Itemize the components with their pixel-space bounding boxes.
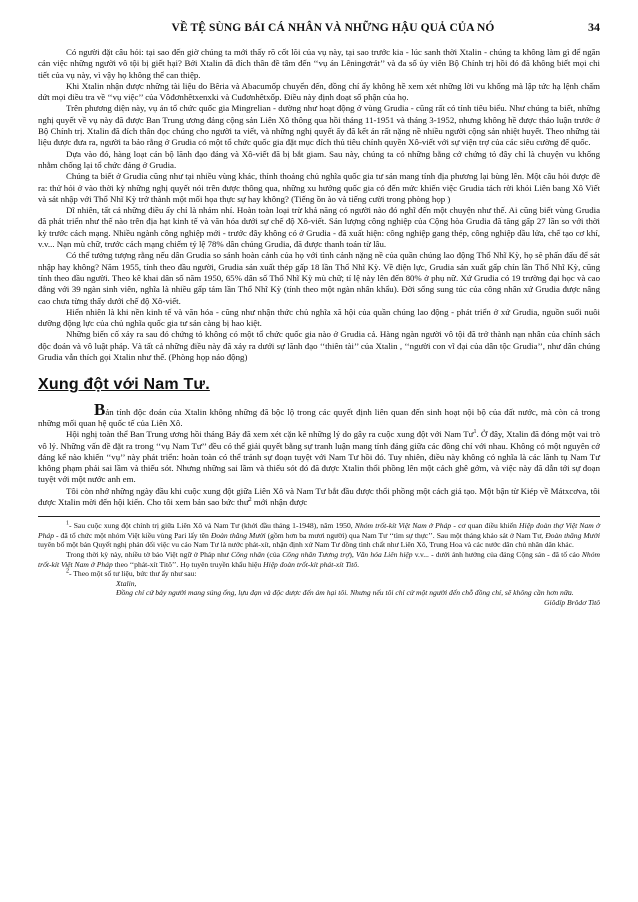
paragraph-text: . Ở đây, Xtalin đã đóng một vai trò vô lý. Những vấn đề đặt ra trong ‘‘vụ Nam Tư’’ đều có thể giải quyết bằng sự tranh luận mang tính đảng giữa các đồng chí với nhau. Không có một nguyên cớ đáng kể nào khiến ‘‘vụ’’ này phát triển: hoàn toàn có thể tránh sự đoạn tuyệt với Nam Tư hồi đó. Tuy nhiên, điều này không có nghĩa là các lãnh tụ Nam Tư không phạm phải sai lầm và thiếu sót. Nhưng những sai lầm và thiếu sót đó đã được Xtalin thổi phồng lên một cách ghê gớm, và việc này đã dẫn tới sự đoạn tuyệt với một nước anh em. xyxy=(38,429,600,485)
paragraph: Khi Xtalin nhận được những tài liệu do Bêria và Abacumốp chuyển đến, đồng chí ấy không hề xem xét những lời vu khống mà lập tức hạ lệnh chấm dứt mọi điều tra về ‘‘vụ việc’’ của Vôđơnhêtxenxki và Cuđơnhêtxốp. Điều này định đoạt số phận của họ. xyxy=(38,80,600,103)
footnote-1 xyxy=(38,521,600,550)
paragraph: Hiển nhiên là khi nền kinh tế và văn hóa - cũng như nhận thức chủ nghĩa xã hội của quần chúng lao động - phát triển ở xứ Grudia, nguồn suối nuôi dưỡng động lực của chủ nghĩa quốc gia tư sản càng bị hao kiệt. xyxy=(38,306,600,329)
paragraph-text: Hội nghị toàn thể Ban Trung ương hồi tháng Bảy đã xem xét cặn kẽ những lý do gây ra cuộc xung đột với Nam Tư xyxy=(66,429,474,440)
section-first-paragraph xyxy=(38,399,600,430)
footnote-1-continued xyxy=(38,550,600,569)
footnote-text: - Sau cuộc xung đột chính trị giữa Liên Xô và Nam Tư (khởi đầu tháng 1-1948), năm 1950, xyxy=(69,521,355,531)
paragraph: Có thể tưởng tượng rằng nếu dân Grudia so sánh hoàn cảnh của họ với tình cảnh nặng nề của quần chúng lao động Thổ Nhĩ Kỳ, họ sẽ phấn đấu để sát nhập hay không? Năm 1955, tính theo đầu người, Grudia sản xuất thép gấp 18 lần Thổ Nhĩ Kỳ. Về điện lực, Grudia sản xuất gấp chín lần Thổ Nhĩ Kỳ, cũng tính theo đầu người. Theo kê khai dân số năm 1950, 65% dân số Thổ Nhĩ Kỳ mù chữ; tỉ lệ này lên đến 80% ở phụ nữ. Xứ Grudia có 19 trường đại học và cao đẳng với 39 ngàn sinh viên, nghĩa là nhiều gấp tám lần Thổ Nhĩ Kỳ (tính theo một ngàn nhân khẩu). Đời sống sung túc của công nhân xứ Grudia được nâng cao chưa từng thấy dưới chế độ Xô-viết. xyxy=(38,250,600,306)
footnote-text: . xyxy=(357,559,360,569)
footnote-italic: Hiệp đoàn trốt-kít phát-xít Titô xyxy=(263,559,358,569)
footnote-italic: Đoàn thăng Mười xyxy=(545,530,600,540)
paragraph: Trên phương diện này, vụ án tổ chức quốc gia Mingrelian - dường như hoạt động ở vùng Grudia - cũng rất có tính tiêu biểu. Như chúng ta biết, những nghị quyết về vụ này đã được Ban Trung ương đảng cộng sản Liên Xô thông qua hồi tháng 11-1951 và tháng 3-1952, nhưng không hề được thảo luận trước ở Bộ Chính trị. Xtalin đã đích thân đọc chúng cho người ta viết, và những nghị quyết ấy đã kết án rất nặng nề nhiều người cộng sản nhiệt huyết. Theo những tài liệu được đưa ra, người ta bảo rằng ở Grudia có một tổ chức quốc gia đặt mục đích thủ tiêu chính quyền Xô-viết với sự viện trợ của các siêu cường đế quốc. xyxy=(38,103,600,148)
paragraph xyxy=(38,486,600,509)
section-heading: Xung đột với Nam Tư. xyxy=(38,376,210,394)
drop-cap: B xyxy=(94,399,106,419)
footnotes xyxy=(38,516,600,607)
paragraph: Dựa vào đó, hàng loạt cán bộ lãnh đạo đảng và Xô-viết đã bị bắt giam. Sau này, chúng ta có những bằng cớ chứng tỏ đây chỉ là chuyện vu khống nhằm chống lại tổ chức đảng ở Grudia. xyxy=(38,148,600,170)
footnote-italic: Văn hóa Liên hiệp xyxy=(355,550,413,560)
footnote-italic: Nhóm trốt-kít Việt Nam ở Pháp xyxy=(354,521,452,531)
quoted-letter-body: Đồng chí cứ bảy người mang súng ống, lựu đạn và độc dược đến ám hại tôi. Nhưng nếu tôi chỉ cử một người đến chỗ đồng chí, sẽ không cần hơn nữa. xyxy=(116,588,574,598)
footnote-text: - cơ quan điều khiển xyxy=(451,521,520,531)
running-title: VỀ TỆ SÙNG BÁI CÁ NHÂN VÀ NHỮNG HẬU QUẢ CỦA NÓ xyxy=(171,22,495,34)
footnote-mark: 2 xyxy=(66,568,69,575)
page-number: 34 xyxy=(588,20,600,34)
footnote-ref[interactable]: 1 xyxy=(473,429,477,436)
paragraph: Chúng ta biết ở Grudia cũng như tại nhiều vùng khác, thỉnh thoảng chủ nghĩa quốc gia tư sản mang tính địa phương lại bùng lên. Một câu hỏi được đề ra: thử hỏi ở vào thời kỳ những nghị quyết nói trên được thông qua, những xu hướng quốc gia có đến mức khiến việc Grudia tách rời khỏi Liên bang Xô Viết và sát nhập với Thổ Nhĩ Kỳ trở thành một mối họa thực sự hay không? (Tiếng ồn ào và tiếng cười trong phòng họp ) xyxy=(38,171,600,204)
paragraph: Có người đặt câu hỏi: tại sao đến giờ chúng ta mới thấy rõ cốt lõi của vụ này, tại sao trước kia - lúc sanh thời Xtalin - chúng ta không làm gì để ngăn cản việc những người vô tội bị giết hại? Bởi Xtalin đã đích thân đề tâm đến ‘‘vụ án Lêningơrát’’ và đa số ủy viên Bộ Chính trị hồi đó đã không biết mọi chi tiết của vụ này, vì vậy họ không thể can thiệp. xyxy=(38,47,600,80)
footnote-italic: Nhóm trốt-kít Việt Nam ở Pháp xyxy=(38,550,601,569)
footnote-ref[interactable]: 2 xyxy=(248,497,252,504)
quoted-letter-signature: Giôdíp Brôdơ Titô xyxy=(544,598,600,608)
footnote-text: v.v... - dưới ảnh hưởng của đảng Cộng sản - đã tố cáo xyxy=(412,550,582,560)
footnote-text: - Theo một số tư liệu, bức thư ấy như sau: xyxy=(69,569,197,579)
footnote-text: theo ‘‘phát-xít Titô’’. Họ tuyên truyền khẩu hiệu xyxy=(112,559,264,569)
footnote-text: (gồm hơn ba mươi người) qua Nam Tư ‘‘tìm sự thực’’. Sau một tháng khảo sát ở Nam Tư, xyxy=(265,530,546,540)
paragraph-text: ản tính độc đoán của Xtalin không những đã bộc lộ trong các quyết định liên quan đến sinh hoạt nội bộ của đất nước, mà còn cả trong những mối quan hệ quốc tế của Liên Xô. xyxy=(38,406,600,428)
footnote-text: Trong thời kỳ này, nhiều tờ báo Việt ngữ ở Pháp như xyxy=(66,550,232,560)
quoted-letter-salutation: Xtalin, xyxy=(116,578,137,588)
footnote-text: (của xyxy=(264,550,283,560)
footnote-mark: 1 xyxy=(66,520,69,527)
paragraph xyxy=(38,429,600,485)
footnote-italic: Công nhân Tương trợ xyxy=(282,550,350,560)
footnote-2 xyxy=(38,569,600,579)
page-header xyxy=(38,20,600,35)
footnote-italic: Đoàn thăng Mười xyxy=(210,530,266,540)
body-text xyxy=(38,47,600,608)
paragraph-text: mới nhận được xyxy=(251,496,308,507)
footnote-italic: Hiệp đoàn thợ Việt Nam ở Pháp xyxy=(38,521,600,540)
paragraph: Dĩ nhiên, tất cả những điều ấy chỉ là nhảm nhí. Hoàn toàn loại trừ khả năng có người nào đó nghĩ đến một chuyện như thế. Ai cũng biết vùng Grudia đã phát triển như thế nào trên địa hạt kinh tế và văn hóa dưới sự chế độ Xô-viết. Sản lượng công nghiệp của Cộng hòa Grudia đã tăng gấp 27 lần so với thời kỳ trước cách mạng. Nhiều ngành công nghiệp mới - trước đây không có ở Grudia - đã xuất hiện: công nghiệp gang thép, công nghiệp dầu lửa, chế tạo cơ khí, v.v... Nạn mù chữ, trước cách mạng chiếm tỷ lệ 78% dân chúng Grudia, đã được thanh toán từ lâu. xyxy=(38,205,600,250)
paragraph-text: Tôi còn nhớ những ngày đầu khi cuộc xung đột giữa Liên Xô và Nam Tư bắt đầu được thổi phồng một cách giả tạo. Một bận từ Kiép về Mátxcơva, tôi được Xtalin mời đến hội kiến. Cho tôi xem bản sao bức thư xyxy=(38,485,600,507)
footnote-text: tuyên bố một bản Quyết nghị phản đối việc vu cáo Nam Tư là nước phát-xít, nhận định xứ Nam Tư đồng tình chất như Liên Xô, Trung Hoa và các nước dân chủ nhân dân khác. xyxy=(38,540,574,550)
footnote-italic: Công nhân xyxy=(231,550,265,560)
footnote-text: ), xyxy=(349,550,356,560)
paragraph: Những biến cố xảy ra sau đó chứng tỏ không có một tổ chức quốc gia nào ở Grudia cả. Hàng ngàn người vô tội đã trở thành nạn nhân của chính sách độc đoán và vô luật pháp. Và tất cả những điều này đã xảy ra dưới sự lãnh đạo ‘‘thiên tài’’ của Xtalin , ‘‘người con vĩ đại của dân tộc Grudia’’, như dân chúng Grudia vẫn thích gọi Xtalin như thế. (Phòng họp náo động) xyxy=(38,329,600,363)
footnote-text: - đã tổ chức một nhóm Việt kiều vùng Pari lấy tên xyxy=(54,530,211,540)
